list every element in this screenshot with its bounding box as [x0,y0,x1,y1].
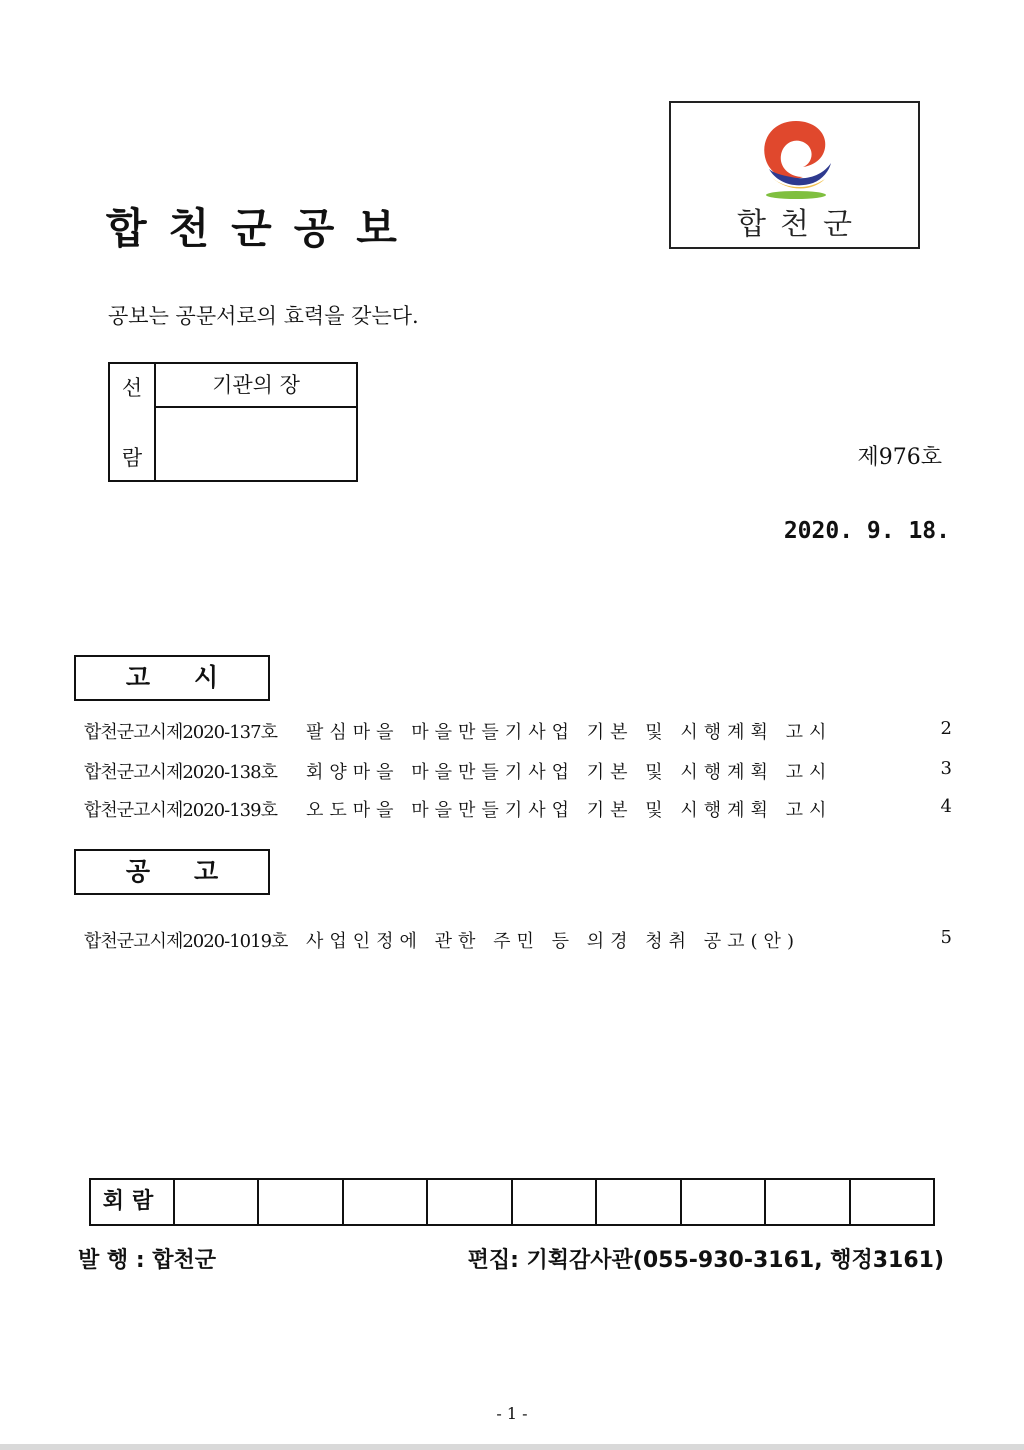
toc-page: 3 [940,758,952,779]
approval-box [108,362,358,482]
toc-title: 사업인정에 관한 주민 등 의경 청취 공고(안) [306,931,800,952]
circulation-cell [428,1180,512,1224]
gazette-subtitle: 공보는 공문서로의 효력을 갖는다. [108,304,419,328]
toc-title: 팔심마을 마을만들기사업 기본 및 시행계획 고시 [306,722,833,743]
publisher: 발 행 : 합천군 [78,1248,217,1273]
gazette-title: 합천군공보 [106,204,419,253]
circulation-cell [259,1180,343,1224]
toc-page: 4 [940,796,952,817]
county-logo-box [669,101,920,249]
toc-code: 합천군고시제2020-137호 [84,722,277,743]
approval-row-labels [110,364,156,480]
toc-row[interactable] [84,927,952,953]
editor-contact: 편집: 기획감사관(055-930-3161, 행정3161) [467,1248,944,1273]
approval-label-bottom: 람 [121,446,143,470]
circulation-cell [766,1180,850,1224]
section-heading-announcement: 공고 [74,849,270,895]
toc-row[interactable] [84,718,952,744]
toc-page: 5 [940,927,952,948]
approval-label-top: 선 [121,376,143,400]
circulation-label: 회람 [91,1180,175,1224]
toc-title: 회양마을 마을만들기사업 기본 및 시행계획 고시 [306,762,833,783]
toc-row[interactable] [84,758,952,784]
logo-text: 합천군 [737,207,866,242]
circulation-cell [175,1180,259,1224]
circulation-cell [513,1180,597,1224]
approval-column-header: 기관의 장 [156,364,356,408]
section-heading-notice: 고시 [74,655,270,701]
toc-row[interactable] [84,796,952,822]
county-emblem-icon [751,117,841,203]
page-number: - 1 - [496,1404,528,1423]
toc-page: 2 [940,718,952,739]
issue-date: 2020. 9. 18. [783,518,950,544]
toc-code: 합천군고시제2020-139호 [84,800,277,821]
issue-number: 제976호 [857,445,942,470]
circulation-cell [851,1180,933,1224]
toc-code: 합천군고시제2020-1019호 [84,931,288,952]
toc-title: 오도마을 마을만들기사업 기본 및 시행계획 고시 [306,800,833,821]
page-bottom-edge [0,1444,1024,1450]
circulation-cell [344,1180,428,1224]
circulation-cell [597,1180,681,1224]
circulation-table [89,1178,935,1226]
circulation-cell [682,1180,766,1224]
toc-code: 합천군고시제2020-138호 [84,762,277,783]
